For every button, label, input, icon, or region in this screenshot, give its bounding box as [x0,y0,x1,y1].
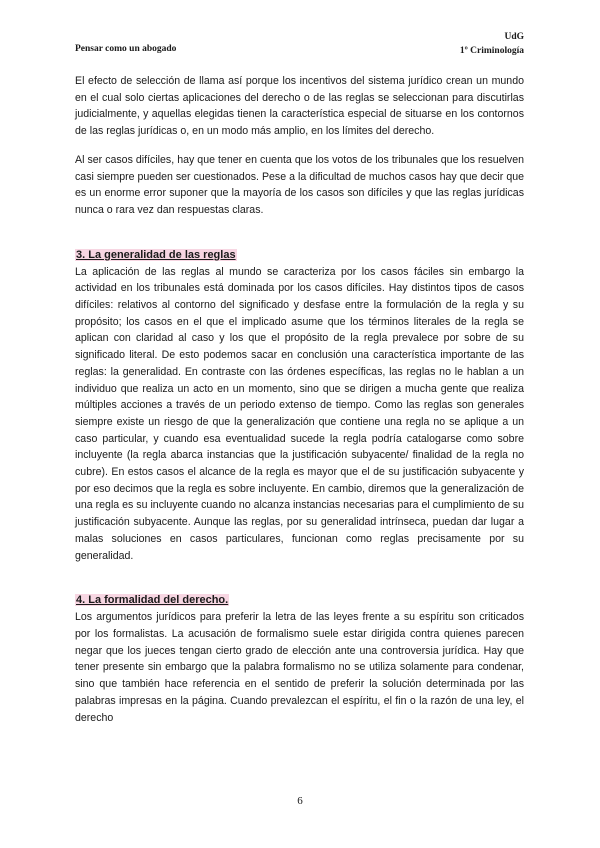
section-4-paragraph: Los argumentos jurídicos para preferir la letra de las leyes frente a su espíritu son criticados por los formalistas. La acusación de formalismo suele estar dirigida contra quienes parecen negar que los jueces tengan cierto grado de elección ante una controversia jurídica. Hay que tener presente sin embargo que la palabra formalismo no se utiliza solamente para condenar, sino que también hace referencia en el sentido de preferir la solución determinada por las palabras impresas en la página. Cuando prevalezcan el espíritu, el fin o la razón de una ley, el derecho [75,611,524,724]
section-4-title: 4. La formalidad del derecho. [76,594,229,607]
section-3-paragraph: La aplicación de las reglas al mundo se caracteriza por los casos fáciles sin embargo la actividad en los tribunales está dominada por los casos difíciles. Hay distintos tipos de casos difíciles: relativos al contorno del significado y desfase entre la formulación de la regla y su propósito; los casos en el que el implicado asume que los términos literales de la regla se aplican con claridad al caso y los que el propósito de la regla prevalece por sobre de su significado literal. De esto podemos sacar en conclusión una característica importante de las reglas: la generalidad. En contraste con las órdenes específicas, las reglas no le hablan a un individuo que realiza un acto en un momento, sino que se dirigen a mucha gente que realiza múltiples acciones a través de un periodo extenso de tiempo. Como las reglas son generales siempre existe un riesgo de que la generalización que contiene una regla no se aplique a un caso particular, y cuando esa eventualidad sucede la regla podría catalogarse como sobre incluyente (la regla abarca instancias que la justificación subyacente/ finalidad de la regla no cubre). En estos casos el alcance de la regla es mayor que el de su justificación subyacente y por eso decimos que la regla es sobre incluyente. En cambio, diremos que la generalización de una regla es su incluyente cuando no alcanza instancias necesarias para el cumplimiento de su justificación subyacente. Aunque las reglas, por su generalidad intrínseca, puedan dar lugar a malas soluciones en casos particulares, funcionan como reglas precisamente por su generalidad. [75,265,524,562]
header-university: UdG [504,32,524,42]
section-3-heading [75,247,524,263]
document-body [75,73,524,726]
header-subject: Pensar como un abogado [75,44,177,54]
section-4-heading [75,592,524,608]
intro-paragraph-1: El efecto de selección de llama así porque los incentivos del sistema jurídico crean un mundo en el cual solo ciertas aplicaciones del derecho o de las reglas se seleccionan para discutirlas judicialmente, y aquellas elegidas tienen la característica especial de situarse en los contornos de las reglas jurídicas o, en un modo más amplio, en los límites del derecho. [75,75,524,138]
page-number: 6 [297,795,303,807]
section-3-title: 3. La generalidad de las reglas [76,248,236,261]
intro-paragraph-2: Al ser casos difíciles, hay que tener en cuenta que los votos de los tribunales que los resuelven casi siempre pueden ser cuestionados. Pese a la dificultad de muchos casos hay que decir que es un enorme error suponer que la mayoría de los casos son difíciles y que las reglas jurídicas nunca o rara vez dan respuestas claras. [75,153,524,216]
header-course: 1º Criminología [459,46,524,56]
header-right [460,30,524,58]
